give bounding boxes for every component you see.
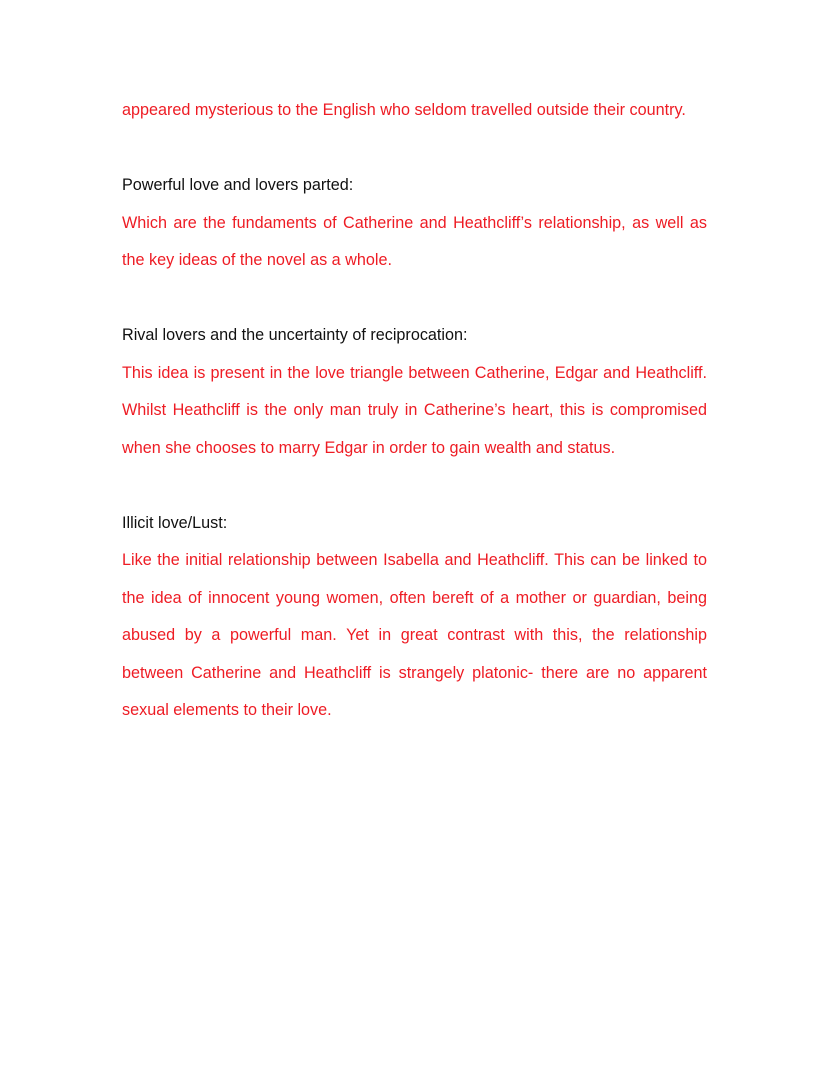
section-body-illicit-love: Like the initial relationship between Isabella and Heathcliff. This can be linked to the idea of innocent young women, often bereft of a mother or guardian, being abused by a powerful man. Yet in great contrast with this, the relationship between Catherine and Heathcliff is strangely platonic- there are no apparent sexual elements to their love. — [122, 551, 707, 719]
section-body-rival-lovers: This idea is present in the love triangle between Catherine, Edgar and Heathcliff. Whilst Heathcliff is the only man truly in Catherine’s heart, this is compromised when she chooses to marry Edgar in order to gain wealth and status. — [122, 363, 707, 457]
paragraph-spacer — [122, 467, 707, 505]
intro-paragraph-tail: appeared mysterious to the English who seldom travelled outside their country. — [122, 101, 686, 119]
paragraph-spacer — [122, 130, 707, 168]
paragraph-spacer — [122, 280, 707, 318]
document-page — [122, 92, 707, 730]
section-body-powerful-love: Which are the fundaments of Catherine and Heathcliff’s relationship, as well as the key ideas of the novel as a whole. — [122, 213, 707, 269]
section-heading-powerful-love: Powerful love and lovers parted: — [122, 176, 354, 194]
section-heading-illicit-love: Illicit love/Lust: — [122, 513, 228, 532]
section-heading-rival-lovers: Rival lovers and the uncertainty of reciprocation: — [122, 326, 468, 344]
